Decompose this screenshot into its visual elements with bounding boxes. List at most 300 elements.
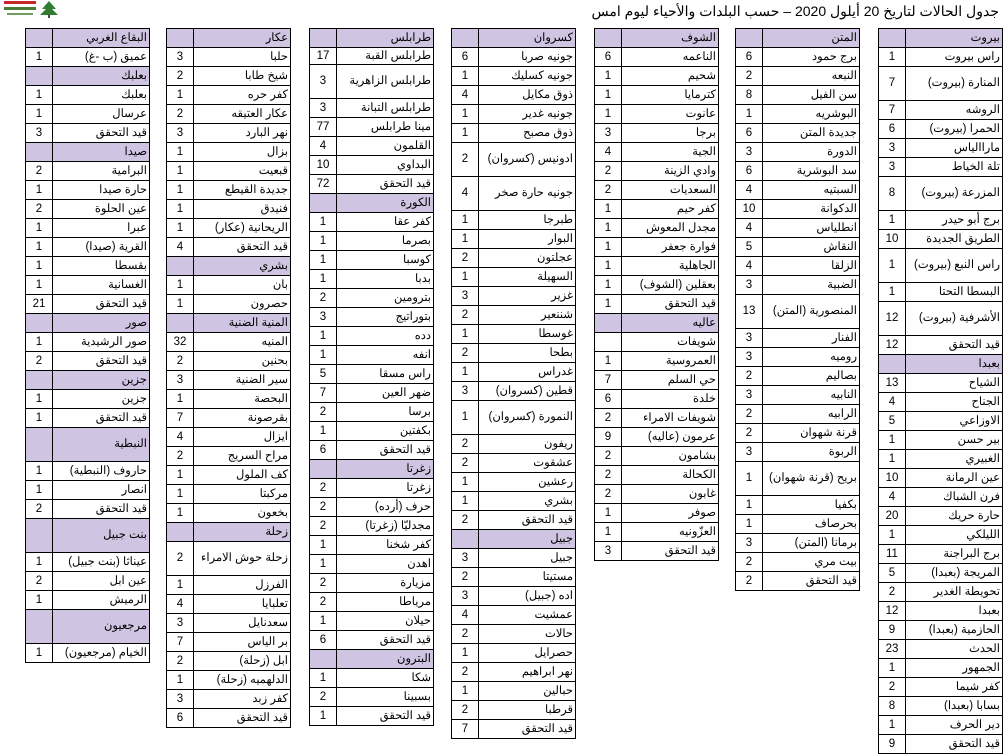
case-count: 3: [736, 348, 763, 367]
case-count: 2: [26, 162, 53, 181]
town-name: زغرتا: [337, 479, 434, 498]
table-row: [879, 697, 1003, 716]
table-row: [452, 249, 576, 268]
town-name: قيد التحقق: [194, 709, 291, 728]
town-name: ماراالياس: [906, 139, 1003, 158]
town-name: فوارة جعفر: [622, 238, 719, 257]
case-count: 2: [452, 511, 479, 530]
case-count: 7: [879, 67, 906, 101]
table-row: [167, 238, 291, 257]
case-count: 4: [452, 177, 479, 211]
town-name: بعلبك: [53, 86, 150, 105]
town-name: كفر زبد: [194, 690, 291, 709]
case-count: 4: [879, 488, 906, 507]
case-count: 6: [310, 441, 337, 460]
district-table-metn: [735, 28, 860, 591]
case-count: [167, 29, 194, 48]
town-name: بعقلين (الشوف): [622, 276, 719, 295]
town-name: قيد التحقق: [337, 441, 434, 460]
town-name: الحدث: [906, 640, 1003, 659]
table-row: [452, 230, 576, 249]
town-name: قيد التحقق: [479, 720, 576, 739]
table-row: [879, 393, 1003, 412]
district-name: الشوف: [622, 29, 719, 48]
town-name: راس مسقا: [337, 365, 434, 384]
table-row: [879, 716, 1003, 735]
town-name: بقسطا: [53, 257, 150, 276]
cases-table: [735, 28, 860, 591]
town-name: الرميش: [53, 591, 150, 610]
town-name: قيد التحقق: [194, 238, 291, 257]
case-count: 2: [736, 405, 763, 424]
table-row: [736, 405, 860, 424]
town-name: سعدنايل: [194, 614, 291, 633]
town-name: غزير: [479, 287, 576, 306]
case-count: 1: [879, 431, 906, 450]
case-count: [595, 29, 622, 48]
town-name: قيد التحقق: [337, 707, 434, 726]
case-count: 1: [595, 295, 622, 314]
table-row: [26, 591, 150, 610]
town-name: فنيدق: [194, 200, 291, 219]
town-name: راس بيروت: [906, 48, 1003, 67]
table-row: [452, 644, 576, 663]
case-count: 3: [167, 371, 194, 390]
case-count: 10: [310, 156, 337, 175]
town-name: روميه: [763, 348, 860, 367]
case-count: 1: [26, 238, 53, 257]
town-name: الحمرا (بيروت): [906, 120, 1003, 139]
town-name: بطحا: [479, 344, 576, 363]
table-row: [167, 162, 291, 181]
town-name: الضبية: [763, 276, 860, 295]
case-count: [879, 355, 906, 374]
case-count: 1: [452, 105, 479, 124]
case-count: [310, 650, 337, 669]
town-name: جونيه كسليك: [479, 67, 576, 86]
case-count: 1: [879, 450, 906, 469]
case-count: 3: [167, 124, 194, 143]
table-row: [879, 249, 1003, 283]
table-row: [452, 287, 576, 306]
town-name: بشامون: [622, 447, 719, 466]
town-name: جديدة القيطع: [194, 181, 291, 200]
table-row: [310, 175, 434, 194]
table-row: [452, 143, 576, 177]
table-row: [167, 690, 291, 709]
district-name: كسروان: [479, 29, 576, 48]
case-count: 8: [736, 86, 763, 105]
case-count: 6: [452, 48, 479, 67]
town-name: الدورة: [763, 143, 860, 162]
town-name: كف الملول: [194, 466, 291, 485]
town-name: مرياطا: [337, 593, 434, 612]
case-count: 6: [879, 120, 906, 139]
case-count: 1: [310, 213, 337, 232]
table-row: [310, 669, 434, 688]
district-name: البترون: [337, 650, 434, 669]
town-name: فرن الشباك: [906, 488, 1003, 507]
district-header-row: [26, 67, 150, 86]
table-row: [452, 511, 576, 530]
case-count: 1: [167, 162, 194, 181]
town-name: قيد التحقق: [622, 295, 719, 314]
table-row: [26, 352, 150, 371]
case-count: 2: [167, 447, 194, 466]
town-name: الروشه: [906, 101, 1003, 120]
town-name: الفرزل: [194, 576, 291, 595]
district-name: صيدا: [53, 143, 150, 162]
table-row: [26, 462, 150, 481]
town-name: شننعير: [479, 306, 576, 325]
district-header-row: [26, 610, 150, 644]
table-row: [167, 542, 291, 576]
case-count: 1: [26, 333, 53, 352]
case-count: 5: [879, 564, 906, 583]
town-name: اهدن: [337, 555, 434, 574]
case-count: [167, 523, 194, 542]
table-row: [167, 504, 291, 523]
table-row: [167, 124, 291, 143]
town-name: شكا: [337, 669, 434, 688]
table-row: [595, 504, 719, 523]
table-row: [879, 526, 1003, 545]
town-name: عين الرمانة: [906, 469, 1003, 488]
town-name: قيد التحقق: [53, 409, 150, 428]
town-name: كوسبا: [337, 251, 434, 270]
case-count: [26, 67, 53, 86]
table-row: [26, 295, 150, 314]
town-name: الغبيري: [906, 450, 1003, 469]
town-name: الربوة: [763, 443, 860, 462]
case-count: 1: [167, 181, 194, 200]
town-name: الشياح: [906, 374, 1003, 393]
case-count: 2: [452, 143, 479, 177]
case-count: [879, 29, 906, 48]
town-name: البداوي: [337, 156, 434, 175]
table-row: [879, 412, 1003, 431]
table-row: [595, 143, 719, 162]
case-count: 1: [452, 473, 479, 492]
case-count: 9: [595, 428, 622, 447]
case-count: 10: [879, 469, 906, 488]
case-count: 1: [879, 526, 906, 545]
case-count: 2: [452, 435, 479, 454]
case-count: 3: [310, 308, 337, 327]
case-count: 2: [452, 249, 479, 268]
case-count: 1: [452, 211, 479, 230]
table-row: [26, 238, 150, 257]
case-count: 2: [167, 67, 194, 86]
table-row: [452, 549, 576, 568]
town-name: حارة حريك: [906, 507, 1003, 526]
town-name: جونيه حارة صخر: [479, 177, 576, 211]
town-name: برج حمود: [763, 48, 860, 67]
town-name: جزين: [53, 390, 150, 409]
district-table-beirut: [878, 28, 1003, 754]
table-row: [595, 200, 719, 219]
table-row: [310, 688, 434, 707]
case-count: [167, 314, 194, 333]
table-row: [879, 48, 1003, 67]
table-row: [879, 431, 1003, 450]
page-title: جدول الحالات لتاريخ 20 أيلول 2020 – حسب البلدات والأحياء ليوم امس: [591, 3, 999, 19]
case-count: 1: [310, 612, 337, 631]
case-count: [26, 610, 53, 644]
town-name: الجاهلية: [622, 257, 719, 276]
town-name: الحازمية (بعبدا): [906, 621, 1003, 640]
town-name: بتوراتيج: [337, 308, 434, 327]
district-name: المتن: [763, 29, 860, 48]
table-row: [26, 200, 150, 219]
case-count: 1: [736, 515, 763, 534]
case-count: 4: [736, 219, 763, 238]
table-row: [310, 631, 434, 650]
table-row: [310, 65, 434, 99]
town-name: دده: [337, 327, 434, 346]
case-count: 4: [736, 257, 763, 276]
case-count: [26, 143, 53, 162]
case-count: [26, 314, 53, 333]
town-name: بيت مري: [763, 553, 860, 572]
table-row: [879, 678, 1003, 697]
district-header-row: [452, 29, 576, 48]
town-name: السبتيه: [763, 181, 860, 200]
case-count: 2: [26, 200, 53, 219]
case-count: 3: [452, 382, 479, 401]
table-row: [595, 124, 719, 143]
case-count: 3: [167, 614, 194, 633]
case-count: [452, 530, 479, 549]
case-count: 2: [879, 583, 906, 602]
table-row: [879, 488, 1003, 507]
town-name: اده (جبيل): [479, 587, 576, 606]
case-count: 4: [167, 428, 194, 447]
case-count: 1: [879, 211, 906, 230]
district-header-row: [167, 523, 291, 542]
district-header-row: [167, 29, 291, 48]
town-name: حيلان: [337, 612, 434, 631]
case-count: 3: [736, 329, 763, 348]
case-count: 2: [736, 553, 763, 572]
case-count: 6: [595, 390, 622, 409]
case-count: 1: [310, 422, 337, 441]
town-name: رعشين: [479, 473, 576, 492]
table-row: [736, 462, 860, 496]
case-count: [26, 29, 53, 48]
town-name: الفنار: [763, 329, 860, 348]
district-header-row: [26, 371, 150, 390]
district-header-row: [310, 460, 434, 479]
case-count: 1: [26, 181, 53, 200]
table-row: [879, 283, 1003, 302]
town-name: كفر حيم: [622, 200, 719, 219]
town-name: حلبا: [194, 48, 291, 67]
case-count: 8: [879, 697, 906, 716]
table-row: [879, 101, 1003, 120]
case-count: 3: [879, 139, 906, 158]
table-row: [879, 469, 1003, 488]
table-row: [879, 230, 1003, 249]
town-name: الغسانية: [53, 276, 150, 295]
case-count: 6: [736, 48, 763, 67]
town-name: ابل (زحلة): [194, 652, 291, 671]
town-name: قيد التحقق: [337, 631, 434, 650]
case-count: 2: [452, 568, 479, 587]
district-table-bekaa: [25, 28, 150, 663]
case-count: 4: [167, 238, 194, 257]
town-name: عرمون (عاليه): [622, 428, 719, 447]
case-count: 1: [310, 707, 337, 726]
table-row: [595, 542, 719, 561]
case-count: 2: [167, 352, 194, 371]
table-row: [26, 409, 150, 428]
town-name: عرسال: [53, 105, 150, 124]
case-count: 1: [167, 671, 194, 690]
town-name: غدراس: [479, 363, 576, 382]
table-row: [879, 583, 1003, 602]
case-count: 2: [595, 162, 622, 181]
case-count: 7: [167, 633, 194, 652]
table-row: [736, 67, 860, 86]
case-count: 1: [26, 390, 53, 409]
table-row: [452, 663, 576, 682]
case-count: 32: [167, 333, 194, 352]
table-row: [167, 466, 291, 485]
town-name: مركبتا: [194, 485, 291, 504]
table-row: [310, 593, 434, 612]
table-row: [167, 276, 291, 295]
table-row: [167, 614, 291, 633]
table-row: [879, 120, 1003, 139]
town-name: كفر حره: [194, 86, 291, 105]
town-name: بدبا: [337, 270, 434, 289]
table-row: [595, 257, 719, 276]
case-count: 3: [736, 276, 763, 295]
case-count: 1: [26, 105, 53, 124]
cases-table: [594, 28, 719, 561]
table-row: [879, 67, 1003, 101]
table-row: [595, 466, 719, 485]
table-row: [595, 295, 719, 314]
town-name: حصرون: [194, 295, 291, 314]
case-count: 4: [595, 143, 622, 162]
town-name: ريفون: [479, 435, 576, 454]
town-name: بترومين: [337, 289, 434, 308]
town-name: ضهر العين: [337, 384, 434, 403]
table-row: [167, 352, 291, 371]
case-count: 5: [736, 238, 763, 257]
district-name: طرابلس: [337, 29, 434, 48]
case-count: 12: [879, 336, 906, 355]
table-row: [595, 485, 719, 504]
table-row: [595, 181, 719, 200]
town-name: قطين (كسروان): [479, 382, 576, 401]
case-count: [452, 29, 479, 48]
town-name: البوار: [479, 230, 576, 249]
table-row: [452, 48, 576, 67]
table-row: [452, 325, 576, 344]
case-count: 1: [26, 462, 53, 481]
town-name: عميق (ب -غ): [53, 48, 150, 67]
table-row: [26, 219, 150, 238]
town-name: قيد التحقق: [763, 572, 860, 591]
table-row: [595, 352, 719, 371]
case-count: 7: [310, 384, 337, 403]
table-row: [167, 371, 291, 390]
table-row: [452, 363, 576, 382]
table-row: [26, 481, 150, 500]
case-count: [167, 257, 194, 276]
case-count: 3: [167, 48, 194, 67]
table-row: [452, 124, 576, 143]
town-name: المنصورية (المتن): [763, 295, 860, 329]
town-name: شويفات الامراء: [622, 409, 719, 428]
town-name: بريح (قرنة شهوان): [763, 462, 860, 496]
table-row: [26, 124, 150, 143]
table-row: [879, 507, 1003, 526]
table-row: [26, 644, 150, 663]
case-count: 2: [595, 447, 622, 466]
table-row: [595, 447, 719, 466]
town-name: الريحانية (عكار): [194, 219, 291, 238]
town-name: البوشريه: [763, 105, 860, 124]
case-count: 1: [167, 466, 194, 485]
case-count: 2: [879, 678, 906, 697]
case-count: 1: [310, 270, 337, 289]
table-row: [879, 564, 1003, 583]
case-count: 1: [167, 504, 194, 523]
case-count: 1: [26, 257, 53, 276]
case-count: 1: [452, 268, 479, 287]
case-count: 1: [879, 48, 906, 67]
case-count: 3: [879, 158, 906, 177]
case-count: 4: [879, 393, 906, 412]
town-name: تلة الخياط: [906, 158, 1003, 177]
town-name: بعبدا: [906, 602, 1003, 621]
table-row: [26, 500, 150, 519]
town-name: سير الضنية: [194, 371, 291, 390]
table-row: [595, 67, 719, 86]
case-count: 1: [167, 295, 194, 314]
case-count: 2: [452, 344, 479, 363]
case-count: 1: [26, 86, 53, 105]
case-count: 3: [452, 549, 479, 568]
case-count: 1: [595, 238, 622, 257]
table-row: [26, 162, 150, 181]
case-count: 1: [310, 555, 337, 574]
town-name: طرابلس الزاهرية: [337, 65, 434, 99]
district-header-row: [595, 314, 719, 333]
case-count: 1: [452, 325, 479, 344]
case-count: 1: [310, 232, 337, 251]
town-name: بحنين: [194, 352, 291, 371]
table-row: [26, 572, 150, 591]
case-count: [595, 333, 622, 352]
town-name: قرطبا: [479, 701, 576, 720]
case-count: 1: [595, 523, 622, 542]
table-row: [452, 701, 576, 720]
case-count: 7: [595, 371, 622, 390]
table-row: [736, 200, 860, 219]
town-name: شيخ طابا: [194, 67, 291, 86]
case-count: 1: [167, 576, 194, 595]
table-row: [452, 382, 576, 401]
case-count: 2: [595, 485, 622, 504]
case-count: 2: [310, 479, 337, 498]
district-table-tripoli: [309, 28, 434, 726]
town-name: النقاش: [763, 238, 860, 257]
